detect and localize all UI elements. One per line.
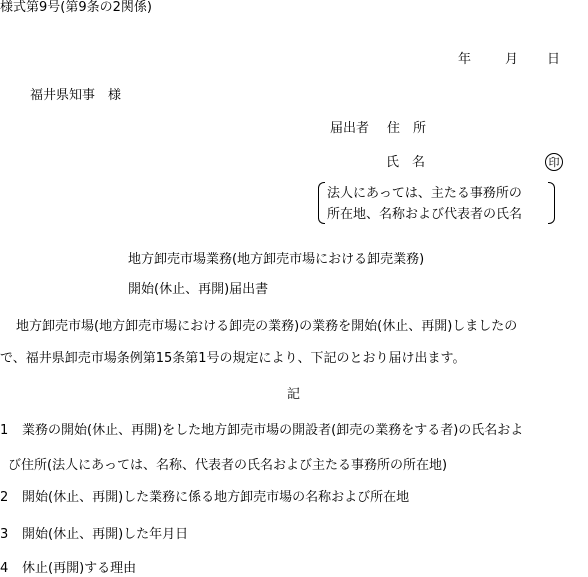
item-number: 1: [0, 423, 9, 438]
item-number: 2: [0, 490, 9, 505]
document-title-line1: 地方卸売市場業務(地方卸売市場における卸売業務): [128, 252, 425, 267]
document-title-line2: 開始(休止、再開)届出書: [128, 282, 269, 297]
date-month-label: 月: [505, 52, 519, 67]
corporate-note-line1: 法人にあっては、主たる事務所の: [327, 186, 522, 201]
item-text: 開始(休止、再開)した業務に係る地方卸売市場の名称および所在地: [22, 490, 410, 505]
notifier-label: 届出者: [330, 121, 370, 136]
item-text: 業務の開始(休止、再開)をした地方卸売市場の開設者(卸売の業務をする者)の氏名およ: [22, 423, 524, 438]
item-number: 4: [0, 561, 9, 576]
ki-heading: 記: [287, 387, 301, 402]
body-text-line2: で、福井県卸売市場条例第15条第1号の規定により、下記のとおり届け出ます。: [0, 351, 466, 366]
item-text: 休止(再開)する理由: [22, 561, 137, 576]
item-text: 開始(休止、再開)した年月日: [22, 527, 189, 542]
item-text-continued: び住所(法人にあっては、名称、代表者の氏名および主たる事務所の所在地): [8, 458, 448, 473]
date-year-label: 年: [458, 52, 472, 67]
address-label: 住 所: [387, 121, 427, 136]
addressee: 福井県知事 様: [30, 88, 122, 103]
seal-mark: 印: [545, 153, 563, 171]
bracket-right: [548, 182, 555, 224]
corporate-note-line2: 所在地、名称および代表者の氏名: [327, 207, 523, 222]
body-text-line1: 地方卸売市場(地方卸売市場における卸売の業務)の業務を開始(休止、再開)しましたの: [16, 319, 518, 334]
date-day-label: 日: [547, 52, 561, 67]
bracket-left: [318, 182, 325, 224]
name-label: 氏 名: [386, 155, 426, 170]
form-number: 様式第9号(第9条の2関係): [0, 0, 152, 15]
item-number: 3: [0, 527, 9, 542]
